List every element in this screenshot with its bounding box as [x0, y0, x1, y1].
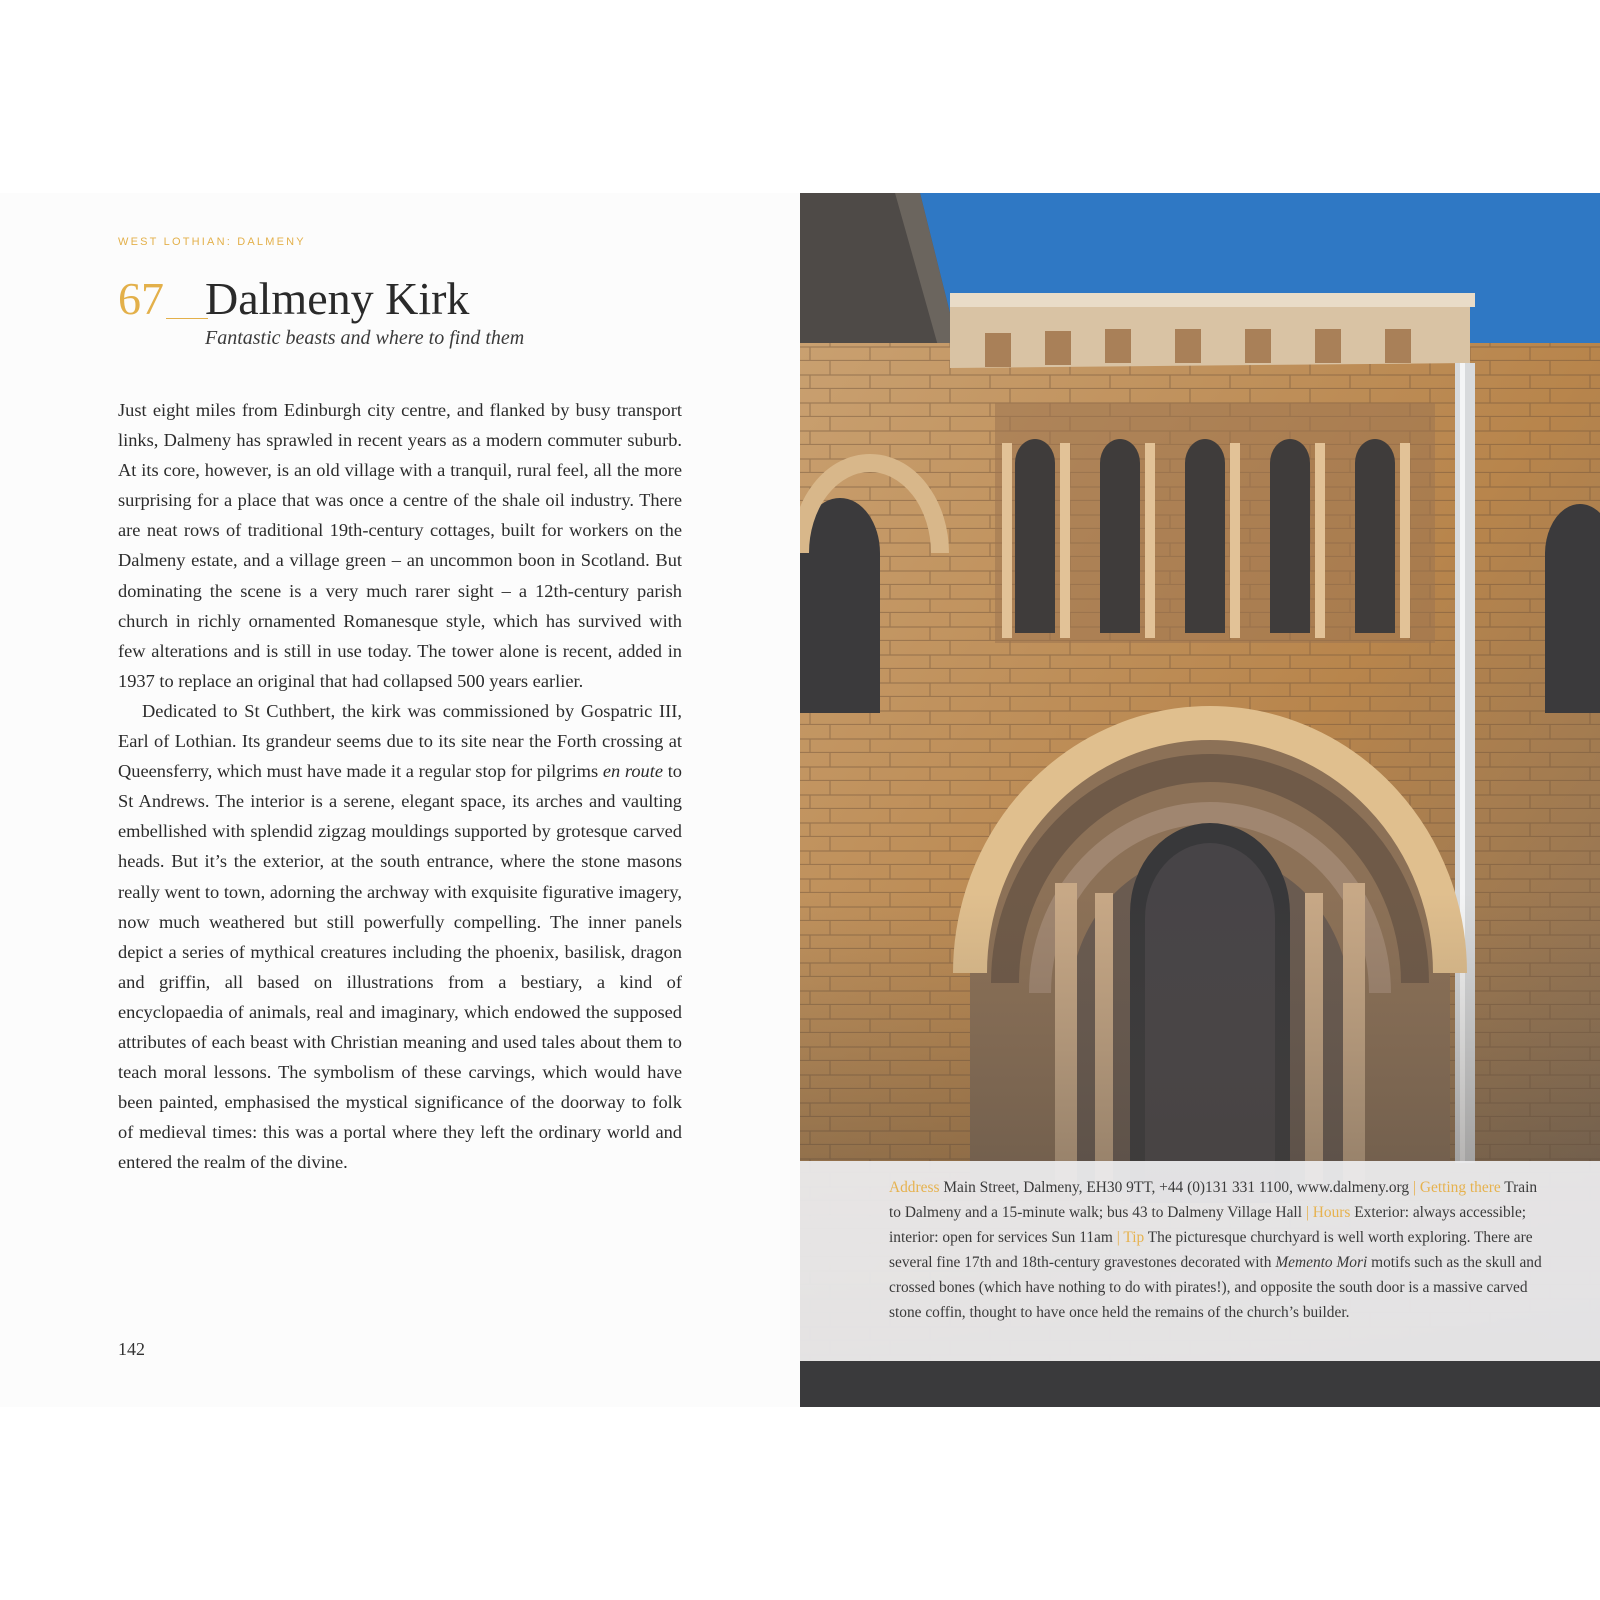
page-subtitle: Fantastic beasts and where to find them: [205, 327, 525, 349]
church-photo: [800, 193, 1600, 1407]
heading-rule: [166, 318, 208, 319]
visitor-info-box: [800, 1161, 1600, 1361]
hours-label: Hours: [1312, 1204, 1351, 1221]
visitor-info-text: [889, 1175, 1549, 1325]
article-body: [118, 395, 682, 1177]
separator: |: [1305, 1204, 1309, 1221]
ground: [800, 1361, 1600, 1407]
separator: |: [1412, 1179, 1417, 1196]
running-head: WEST LOTHIAN: DALMENY: [118, 236, 306, 248]
paragraph-1: Just eight miles from Edinburgh city centre, and flanked by busy transport links, Dalmeny has sprawled in recent years as a modern commuter suburb. At its core, however, is an old village with a tranquil, rural feel, all the more surprising for a place that was once a centre of the shale oil industry. There are neat rows of traditional 19th-century cottages, built for workers on the Dalmeny estate, and a village green – an uncommon boon in Scotland. But dominating the scene is a very much rarer sight – a 12th-century parish church in richly ornamented Romanesque style, which has survived with few alterations and is still in use today. The tower alone is recent, added in 1937 to replace an original that had collapsed 500 years earlier.: [118, 400, 682, 691]
tip-text-end: motifs such as the skull and crossed bones (which have nothing to do with pirates!), and opposite the south door is a massive carved stone coffin, thought to have once held the remains of the church’s builder.: [889, 1254, 1542, 1321]
page-number: 142: [118, 1339, 145, 1359]
tip-text: The picturesque churchyard is well worth exploring. There are several fine 17th and 18th-century gravestones decorated with: [889, 1229, 1533, 1271]
getting-there-label: Getting there: [1419, 1179, 1501, 1196]
separator: |: [1116, 1229, 1120, 1246]
blind-arcade: [995, 403, 1435, 643]
tip-italic: Memento Mori: [1275, 1254, 1368, 1271]
paragraph-2: Dedicated to St Cuthbert, the kirk was commissioned by Gospatric III, Earl of Lothian. Its grandeur seems due to its site near the Forth crossing at Queensferry, which must have made it a regular stop for pilgrims en route to St Andrews. The interior is a serene, elegant space, its arches and vaulting embellished with splendid zigzag mouldings supported by grotesque carved heads. But it’s the exterior, at the south entrance, where the stone masons really went to town, adorning the archway with exquisite figurative imagery, now much weathered but still powerfully compelling. The inner panels depict a series of mythical creatures including the phoenix, basilisk, dragon and griffin, all based on illustrations from a bestiary, a kind of encyclopaedia of animals, real and imaginary, which endowed the supposed attributes of each beast with Christian meaning and used tales about them to teach moral lessons. The symbolism of these carvings, which would have been painted, emphasised the mystical significance of the doorway to folk of medieval times: this was a portal where they left the ordinary world and entered the realm of the divine.: [118, 700, 682, 1173]
page-title: Dalmeny Kirk: [205, 273, 470, 324]
address-value: Main Street, Dalmeny, EH30 9TT, +44 (0)131 331 1100, www.dalmeny.org: [943, 1179, 1410, 1196]
address-label: Address: [889, 1179, 940, 1196]
entry-number: 67: [118, 273, 164, 324]
left-page: [0, 193, 800, 1407]
tip-label: Tip: [1123, 1229, 1145, 1246]
hours-value: Exterior: always accessible; interior: open for services Sun 11am: [889, 1204, 1527, 1246]
getting-there-value: Train to Dalmeny and a 15-minute walk; bus 43 to Dalmeny Village Hall: [889, 1179, 1538, 1221]
entry-heading: [118, 271, 758, 331]
